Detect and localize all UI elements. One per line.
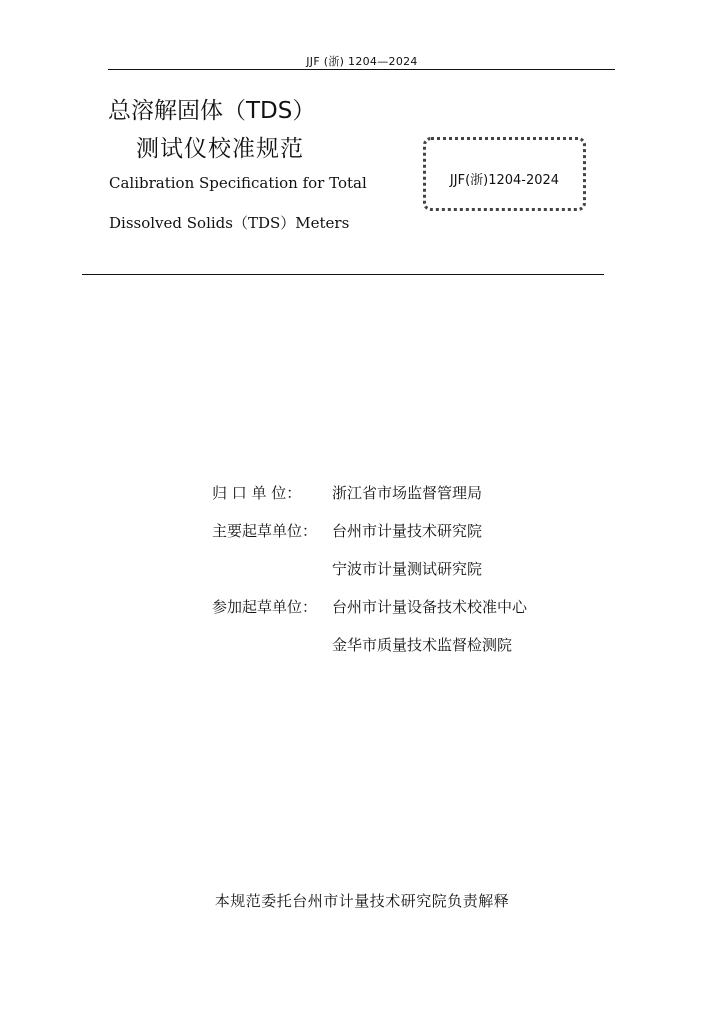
title-divider xyxy=(82,274,604,275)
participating-unit-row-2 xyxy=(212,634,512,656)
main-drafting-unit-value-2: 宁波市计量测试研究院 xyxy=(332,560,483,578)
title-chinese-line-1: 总溶解固体（TDS） xyxy=(108,98,316,124)
participating-unit-value-2: 金华市质量技术监督检测院 xyxy=(332,636,513,654)
owner-unit-value: 浙江省市场监督管理局 xyxy=(332,484,483,502)
main-drafting-unit-label: 主要起草单位： xyxy=(212,522,318,540)
header-standard-code: JJF (浙) 1204—2024 xyxy=(306,55,418,68)
main-drafting-unit-value-1: 台州市计量技术研究院 xyxy=(332,522,483,540)
participating-unit-row xyxy=(212,596,527,618)
standard-code-stamp-text: JJF(浙)1204-2024 xyxy=(449,173,560,188)
main-drafting-unit-row-2 xyxy=(212,558,482,580)
participating-unit-value-1: 台州市计量设备技术校准中心 xyxy=(332,598,528,616)
interpretation-note: 本规范委托台州市计量技术研究院负责解释 xyxy=(214,892,510,910)
main-drafting-unit-row xyxy=(212,520,482,542)
title-chinese-line-2: 测试仪校准规范 xyxy=(136,136,304,162)
owner-unit-row xyxy=(212,482,482,504)
participating-unit-label: 参加起草单位： xyxy=(212,598,318,616)
header-divider xyxy=(108,69,615,70)
title-english-line-1: Calibration Specification for Total xyxy=(109,174,367,192)
title-english-line-2: Dissolved Solids（TDS）Meters xyxy=(109,214,350,232)
owner-unit-label: 归 口 单 位： xyxy=(212,484,302,502)
